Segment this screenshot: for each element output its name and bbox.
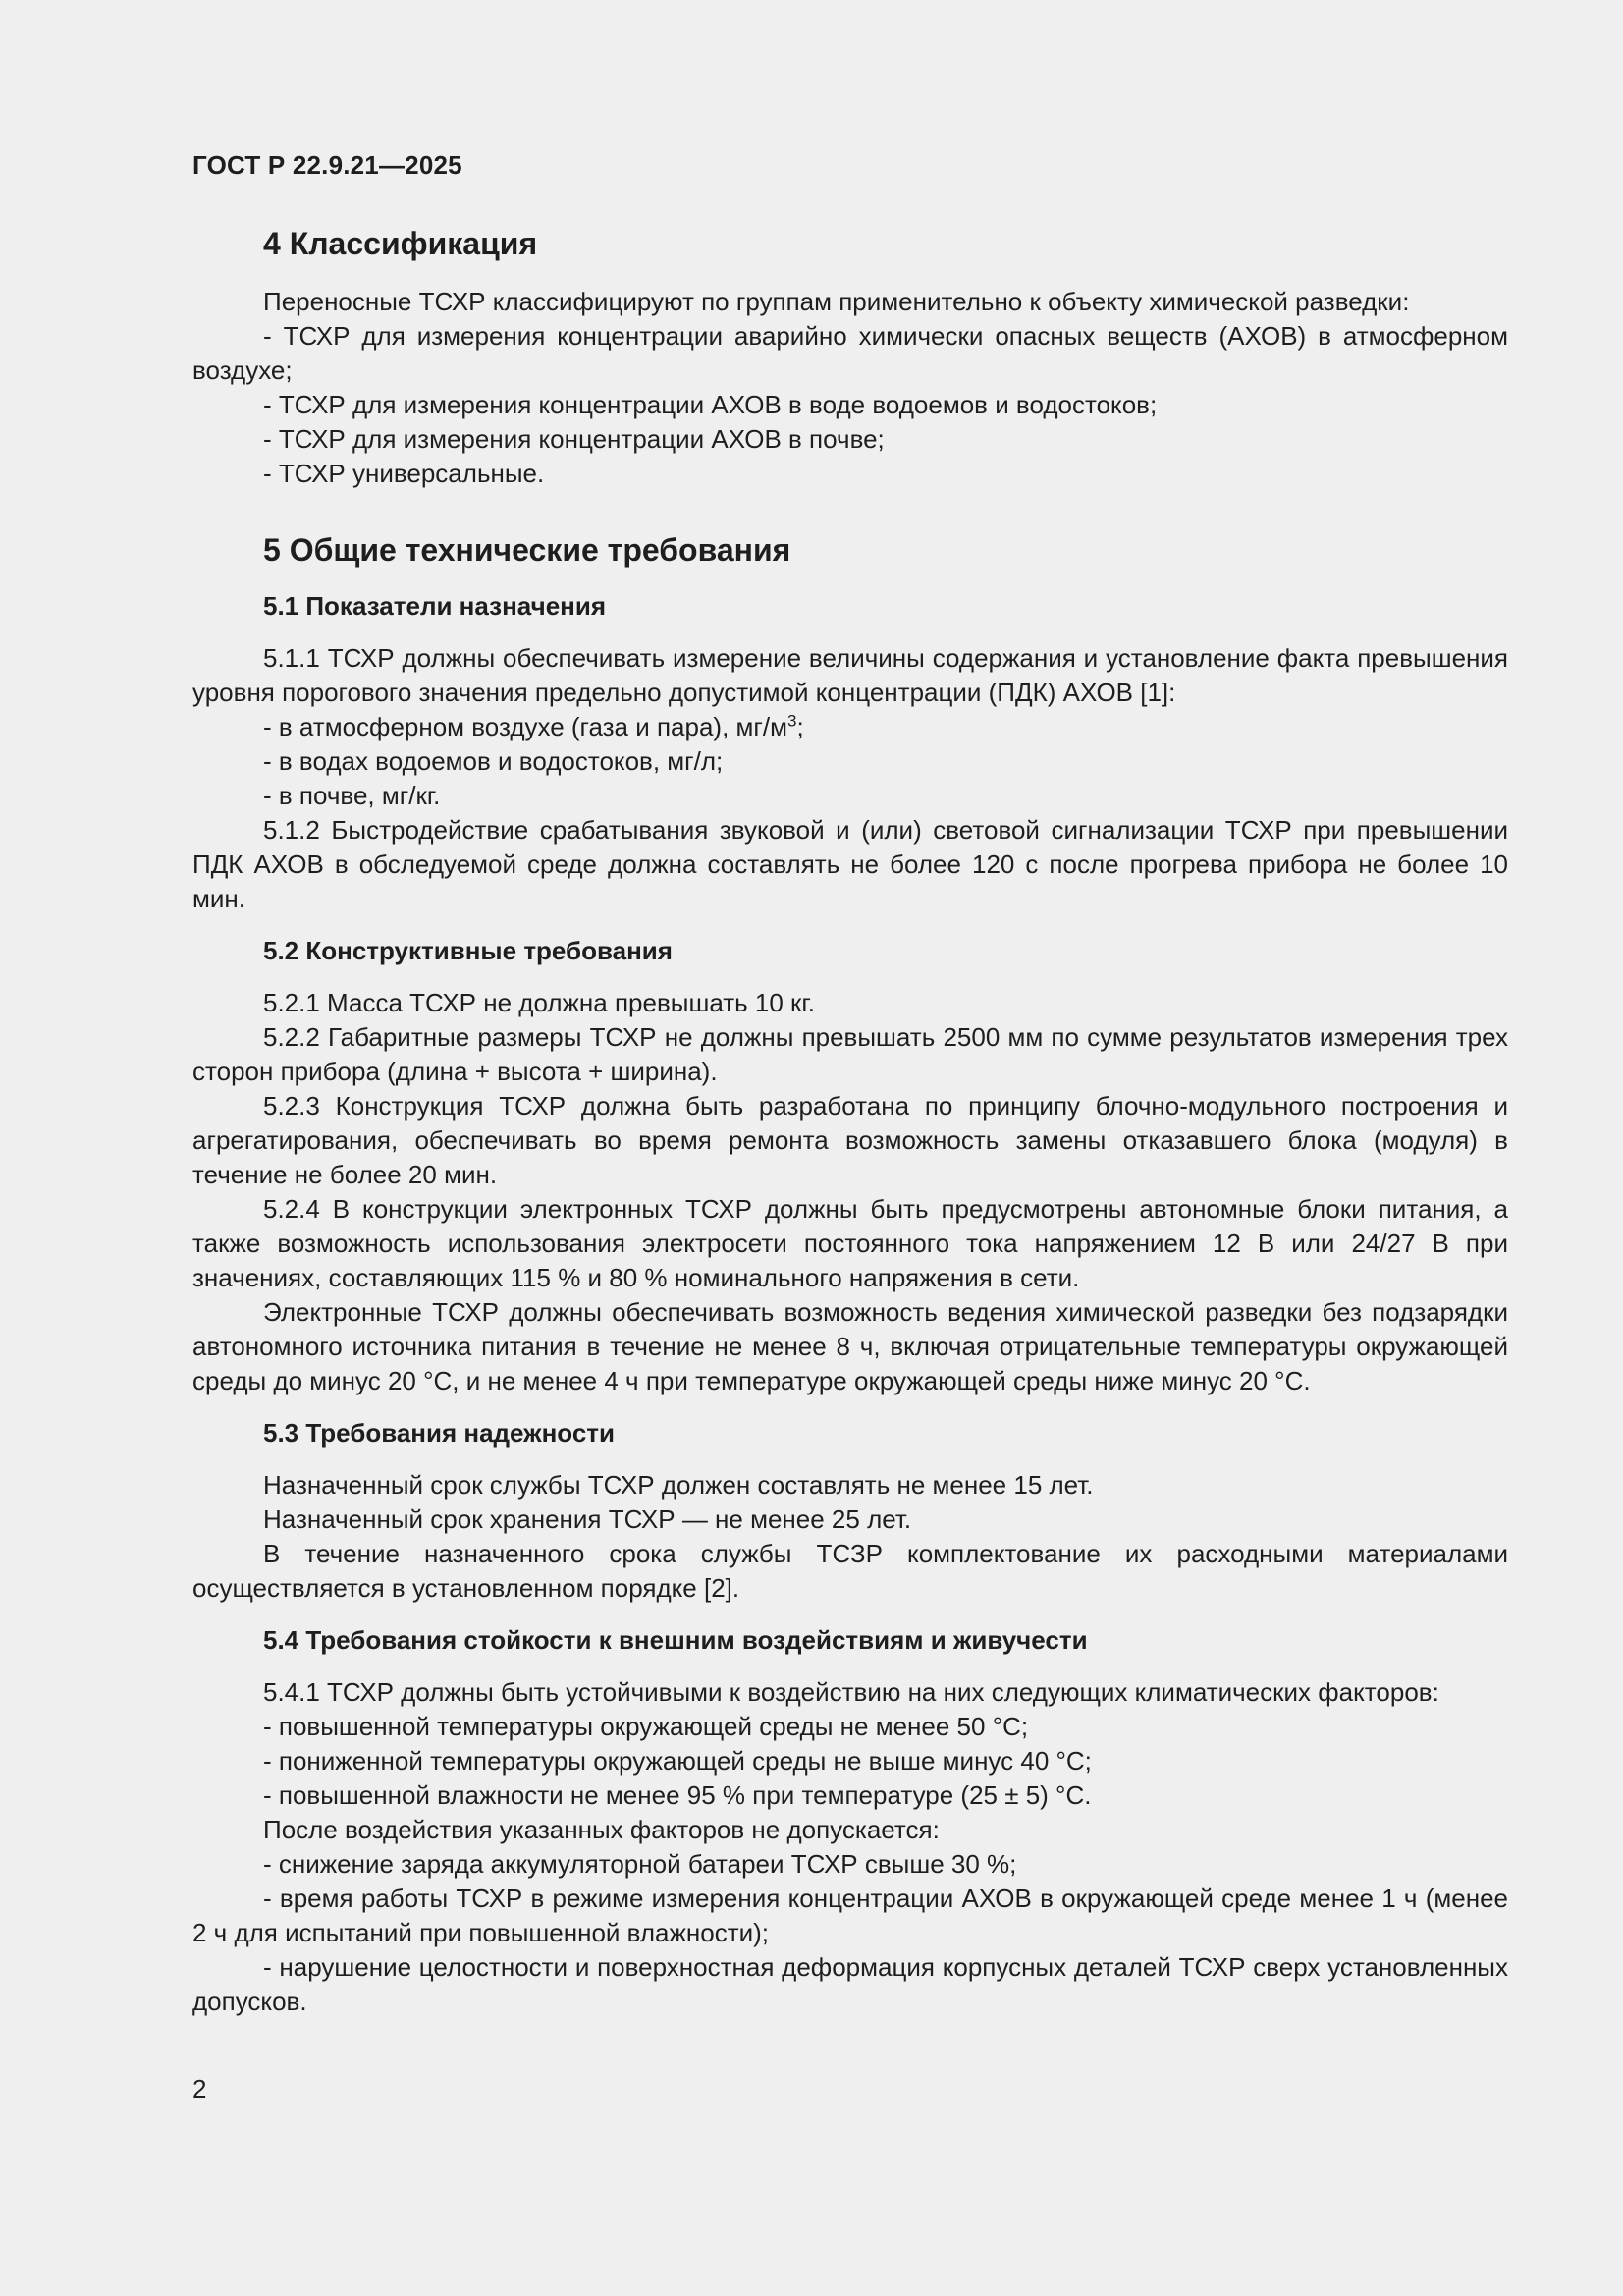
paragraph-5-2-3: 5.2.3 Конструкция ТСХР должна быть разработана по принципу блочно-модульного построения и агрегатирования, обеспечивать во время ремонта возможность замены отказавшего блока (модуля) в течение не более 20 мин. [192, 1091, 1508, 1189]
page-number: 2 [192, 2074, 207, 2104]
climate-factor-item-2: - пониженной температуры окружающей среды не выше минус 40 °С; [263, 1746, 1092, 1776]
not-allowed-item-1: - снижение заряда аккумуляторной батареи ТСХР свыше 30 %; [263, 1849, 1017, 1879]
section-4-item-4: - ТСХР универсальные. [263, 459, 545, 488]
document-code-header: ГОСТ Р 22.9.21—2025 [192, 150, 462, 180]
paragraph-5-2-1: 5.2.1 Масса ТСХР не должна превышать 10 кг. [263, 988, 815, 1017]
list-item-air [192, 710, 1508, 744]
paragraph-5-2-2: 5.2.2 Габаритные размеры ТСХР не должны превышать 2500 мм по сумме результатов измерения трех сторон прибора (длина + высота + ширина). [192, 1022, 1508, 1086]
paragraph-5-4-1: 5.4.1 ТСХР должны быть устойчивыми к воздействию на них следующих климатических факторов: [263, 1677, 1439, 1707]
subsection-5-4-title: 5.4 Требования стойкости к внешним воздействиям и живучести [263, 1625, 1088, 1655]
list-item-water: - в водах водоемов и водостоков, мг/л; [263, 746, 724, 776]
not-allowed-item-3: - нарушение целостности и поверхностная деформация корпусных деталей ТСХР сверх установленных допусков. [192, 1952, 1508, 2016]
subsection-5-3-title: 5.3 Требования надежности [263, 1418, 616, 1448]
section-5-title: 5 Общие технические требования [263, 532, 791, 568]
paragraph-5-3-supplies: В течение назначенного срока службы ТСЗР комплектование их расходными материалами осуществляется в установленном порядке [2]. [192, 1539, 1508, 1603]
list-item-air-tail: ; [796, 712, 804, 741]
paragraph-5-1-1: 5.1.1 ТСХР должны обеспечивать измерение величины содержания и установление факта превышения уровня порогового значения предельно допустимой концентрации (ПДК) АХОВ [1]: [192, 643, 1508, 707]
section-4-item-3: - ТСХР для измерения концентрации АХОВ в почве; [263, 424, 885, 454]
list-item-air-text: - в атмосферном воздухе (газа и пара), мг/м [263, 712, 787, 741]
paragraph-5-2-4-continued: Электронные ТСХР должны обеспечивать возможность ведения химической разведки без подзарядки автономного источника питания в течение не менее 8 ч, включая отрицательные температуры окружающей среды до минус 20 °С, и не менее 4 ч при температуре окружающей среды ниже минус 20 °С. [192, 1297, 1508, 1395]
section-4-intro: Переносные ТСХР классифицируют по группам применительно к объекту химической разведки: [263, 287, 1410, 316]
climate-factor-item-1: - повышенной температуры окружающей среды не менее 50 °С; [263, 1712, 1029, 1741]
section-4-item-1: - ТСХР для измерения концентрации аварийно химически опасных веществ (АХОВ) в атмосферном воздухе; [192, 321, 1508, 385]
climate-factor-item-3: - повышенной влажности не менее 95 % при температуре (25 ± 5) °С. [263, 1780, 1092, 1810]
subsection-5-2-title: 5.2 Конструктивные требования [263, 936, 673, 965]
paragraph-5-3-storage-life: Назначенный срок хранения ТСХР — не менее 25 лет. [263, 1504, 912, 1534]
list-item-soil: - в почве, мг/кг. [263, 781, 441, 810]
section-4-title: 4 Классификация [263, 226, 538, 261]
paragraph-5-1-2: 5.1.2 Быстродействие срабатывания звуковой и (или) световой сигнализации ТСХР при превышении ПДК АХОВ в обследуемой среде должна составлять не более 120 с после прогрева прибора не более 10 мин. [192, 815, 1508, 913]
section-4-item-2: - ТСХР для измерения концентрации АХОВ в воде водоемов и водостоков; [263, 390, 1158, 419]
paragraph-after-exposure: После воздействия указанных факторов не допускается: [263, 1815, 940, 1844]
paragraph-5-2-4: 5.2.4 В конструкции электронных ТСХР должны быть предусмотрены автономные блоки питания, а также возможность использования электросети постоянного тока напряжением 12 В или 24/27 В при значениях, составляющих 115 % и 80 % номинального напряжения в сети. [192, 1194, 1508, 1292]
document-body [192, 222, 1508, 2019]
paragraph-5-3-service-life: Назначенный срок службы ТСХР должен составлять не менее 15 лет. [263, 1470, 1094, 1500]
subsection-5-1-title: 5.1 Показатели назначения [263, 591, 607, 621]
superscript-3: 3 [787, 711, 797, 731]
not-allowed-item-2: - время работы ТСХР в режиме измерения концентрации АХОВ в окружающей среде менее 1 ч (менее 2 ч для испытаний при повышенной влажности); [192, 1884, 1508, 1947]
